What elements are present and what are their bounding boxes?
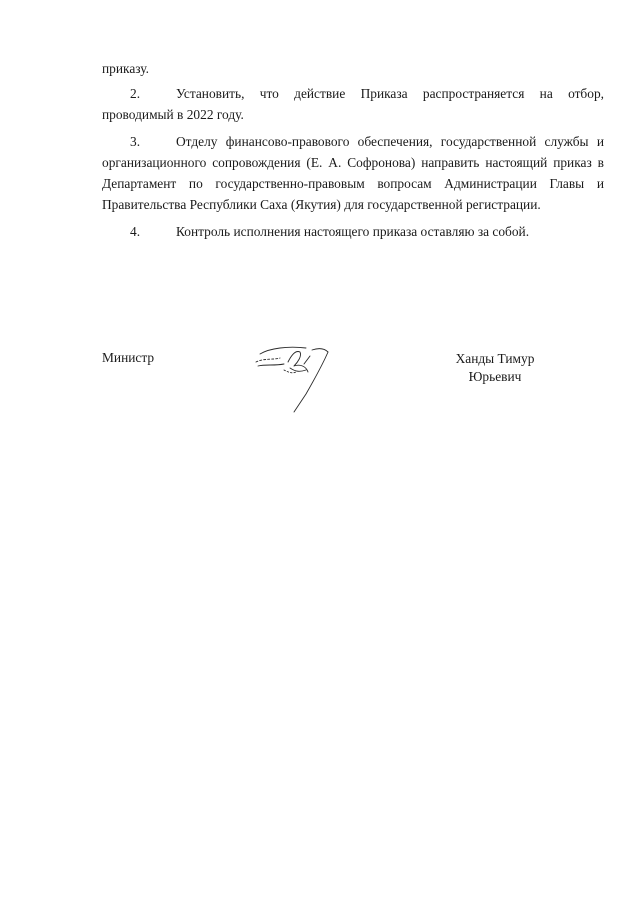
signatory-name-line2: Юрьевич	[468, 369, 522, 384]
list-item	[102, 221, 604, 242]
signatory-name-line1: Ханды Тимур	[455, 351, 535, 366]
item-text: Контроль исполнения настоящего приказа оставляю за собой.	[176, 224, 530, 239]
item-number: 3.	[130, 134, 141, 149]
item-text: Установить, что действие Приказа распространяется на отбор, проводимый в 2022 году.	[102, 86, 604, 122]
carryover-text: приказу.	[102, 61, 149, 76]
document-body	[102, 58, 604, 248]
signatory-position: Министр	[102, 350, 155, 365]
handwritten-signature	[244, 342, 354, 414]
list-item	[102, 131, 604, 215]
signatory-name	[450, 350, 540, 386]
list-item	[102, 83, 604, 125]
item-text: Отделу финансово-правового обеспечения, государственной службы и организационного сопровождения (Е. А. Софронова) направить настоящий приказ в Департамент по государственно-правовым вопросам Администрации Главы и Правительства Республики Саха (Якутия) для государственной регистрации.	[102, 134, 604, 212]
item-number: 4.	[130, 224, 141, 239]
item-number: 2.	[130, 86, 141, 101]
signature-block	[0, 350, 640, 430]
